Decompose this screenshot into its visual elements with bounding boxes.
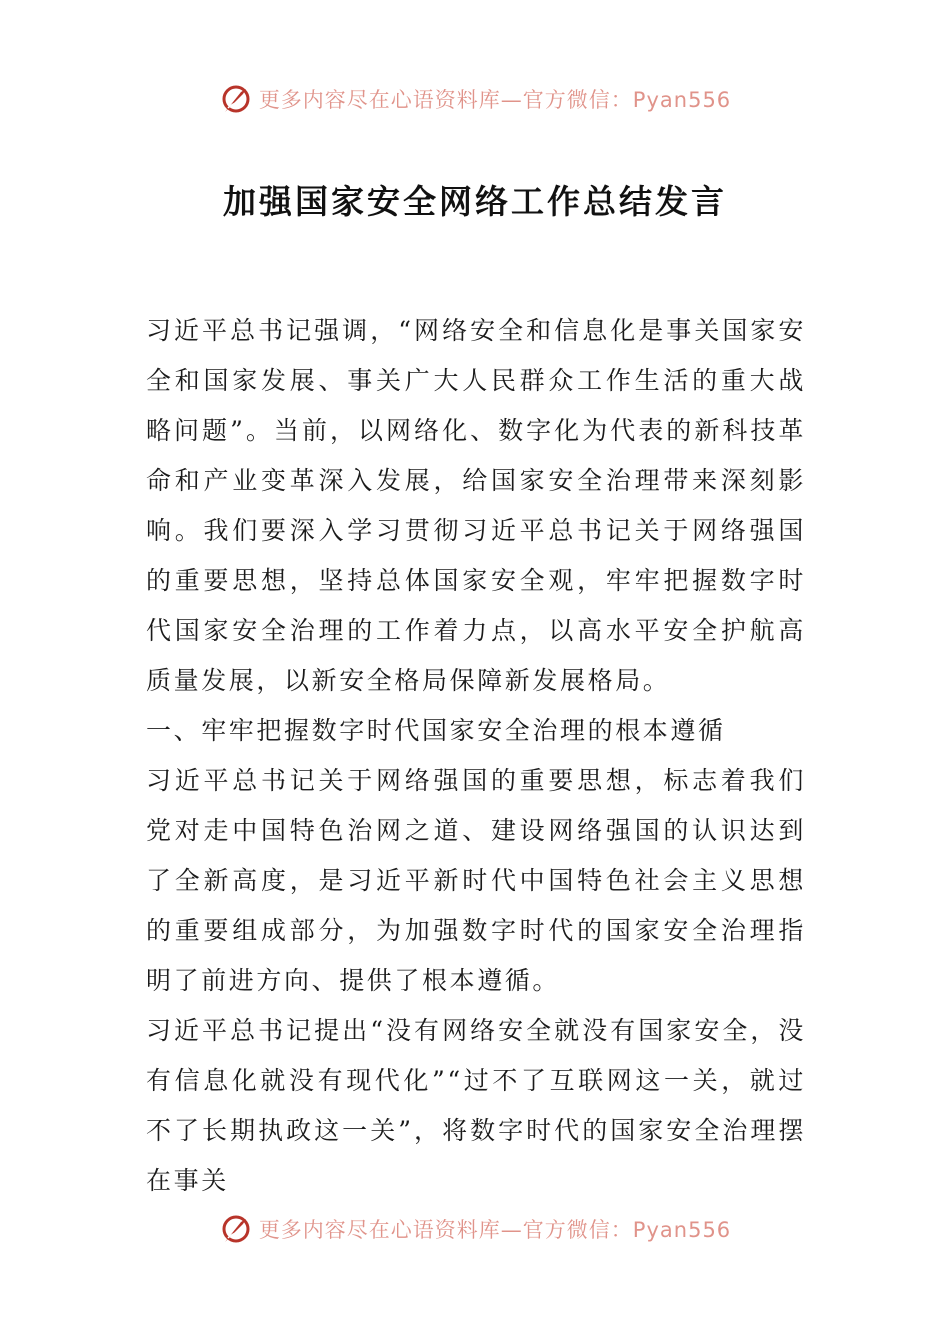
footer-watermark-text: 更多内容尽在心语资料库—官方微信：Pyan556: [258, 1218, 732, 1242]
section-heading-1: 一、牢牢把握数字时代国家安全治理的根本遵循: [146, 716, 726, 745]
header-watermark-banner: [0, 82, 950, 116]
footer-watermark-banner: [0, 1212, 950, 1246]
paragraph-2: 习近平总书记关于网络强国的重要思想，标志着我们党对走中国特色治网之道、建设网络强国的认识达到了全新高度，是习近平新时代中国特色社会主义思想的重要组成部分，为加强数字时代的国家安全治理指明了前进方向、提供了根本遵循。: [146, 766, 806, 995]
paragraph-intro: 习近平总书记强调，“网络安全和信息化是事关国家安全和国家发展、事关广大人民群众工作生活的重大战略问题”。当前，以网络化、数字化为代表的新科技革命和产业变革深入发展，给国家安全治理带来深刻影响。我们要深入学习贯彻习近平总书记关于网络强国的重要思想，坚持总体国家安全观，牢牢把握数字时代国家安全治理的工作着力点，以高水平安全护航高质量发展，以新安全格局保障新发展格局。: [146, 316, 806, 695]
header-watermark-text: 更多内容尽在心语资料库—官方微信：Pyan556: [258, 88, 732, 112]
document-title: 加强国家安全网络工作总结发言: [223, 182, 727, 221]
paragraph-3: 习近平总书记提出“没有网络安全就没有国家安全，没有信息化就没有现代化”“过不了互联网这一关，就过不了长期执政这一关”，将数字时代的国家安全治理摆在事关: [146, 1016, 806, 1195]
pen-nib-logo-icon: [219, 1212, 253, 1246]
pen-nib-logo-icon: [219, 82, 253, 116]
document-body: [146, 306, 806, 1206]
